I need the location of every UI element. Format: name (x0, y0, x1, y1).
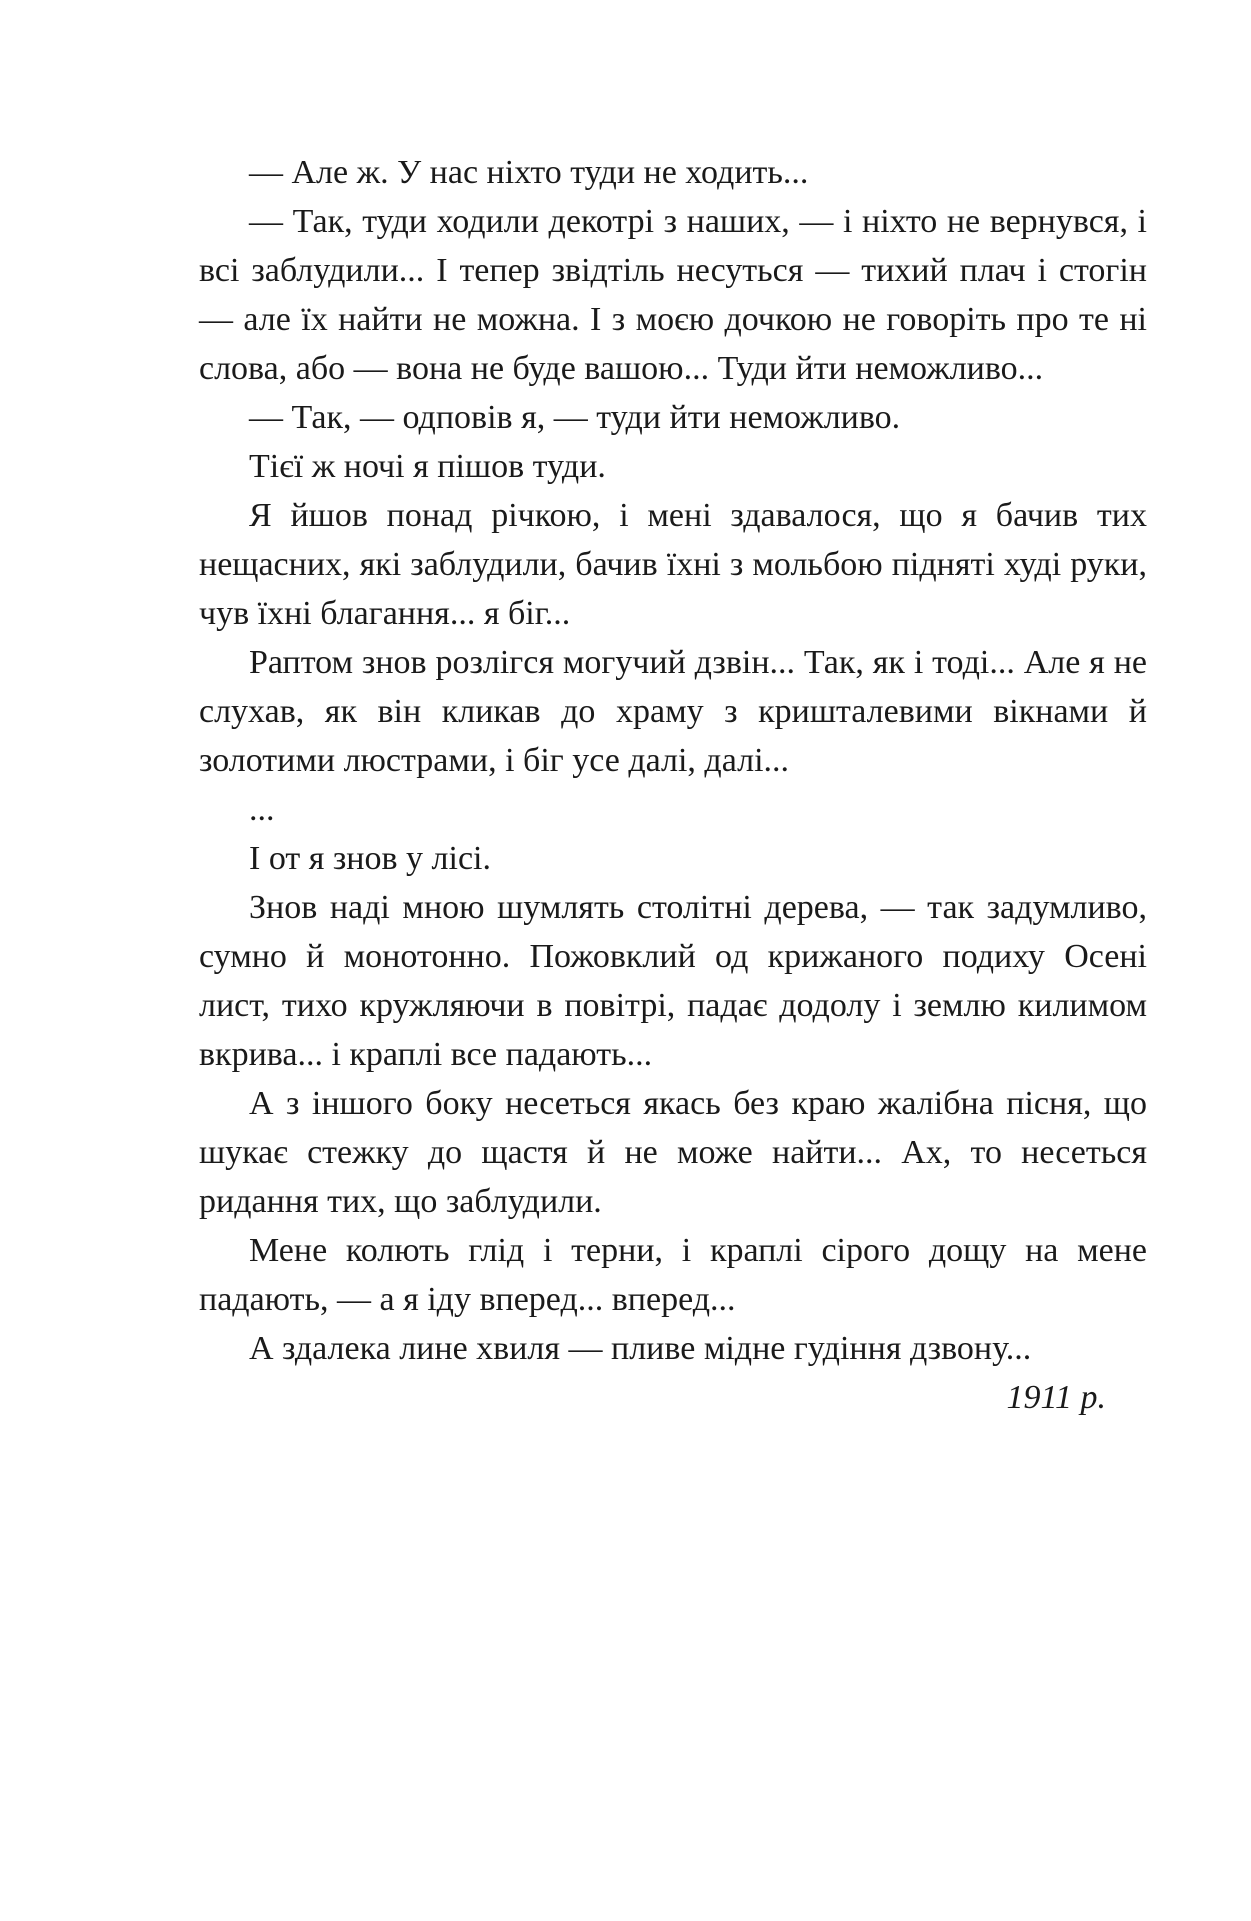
date-signature: 1911 р. (1006, 1379, 1106, 1416)
paragraph-9: А з іншого боку несеться якась без краю жалібна пісня, що шукає стежку до щастя й не може найти... Ах, то несеться ридання тих, що заблудили. (199, 1085, 1147, 1220)
paragraph-1: — Але ж. У нас ніхто туди не ходить... (249, 154, 809, 191)
paragraph-8: Знов наді мною шумлять столітні дерева, — так задумливо, сумно й монотонно. Пожовклий од крижаного подиху Осені лист, тихо кружляючи в повітрі, падає додолу і землю килимом вкрива... і краплі все падають... (199, 889, 1147, 1073)
paragraph-11: А здалека лине хвиля — пливе мідне гудіння дзвону... (249, 1330, 1032, 1367)
paragraph-6: Раптом знов розлігся могучий дзвін... Так, як і тоді... Але я не слухав, як він кликав до храму з кришталевими вікнами й золотими люстрами, і біг усе далі, далі... (199, 644, 1147, 779)
paragraph-5: Я йшов понад річкою, і мені здавалося, що я бачив тих нещасних, які заблудили, бачив їхні з мольбою підняті худі руки, чув їхні благання... я біг... (199, 497, 1147, 632)
paragraph-4: Тієї ж ночі я пішов туди. (249, 448, 606, 485)
paragraph-3: — Так, — одповів я, — туди йти неможливо. (249, 399, 901, 436)
paragraph-7: І от я знов у лісі. (249, 840, 492, 877)
page-edge (0, 0, 18, 1921)
section-break-ellipsis: ... (249, 791, 275, 828)
book-page-text (199, 148, 1147, 1422)
paragraph-10: Мене колють глід і терни, і краплі сірого дощу на мене падають, — а я іду вперед... вперед... (199, 1232, 1147, 1318)
paragraph-2: — Так, туди ходили декотрі з наших, — і ніхто не вернувся, і всі заблудили... І тепер звідтіль несуться — тихий плач і стогін — але їх найти не можна. І з моєю дочкою не говоріть про те ні слова, або — вона не буде вашою... Туди йти неможливо... (199, 203, 1147, 387)
